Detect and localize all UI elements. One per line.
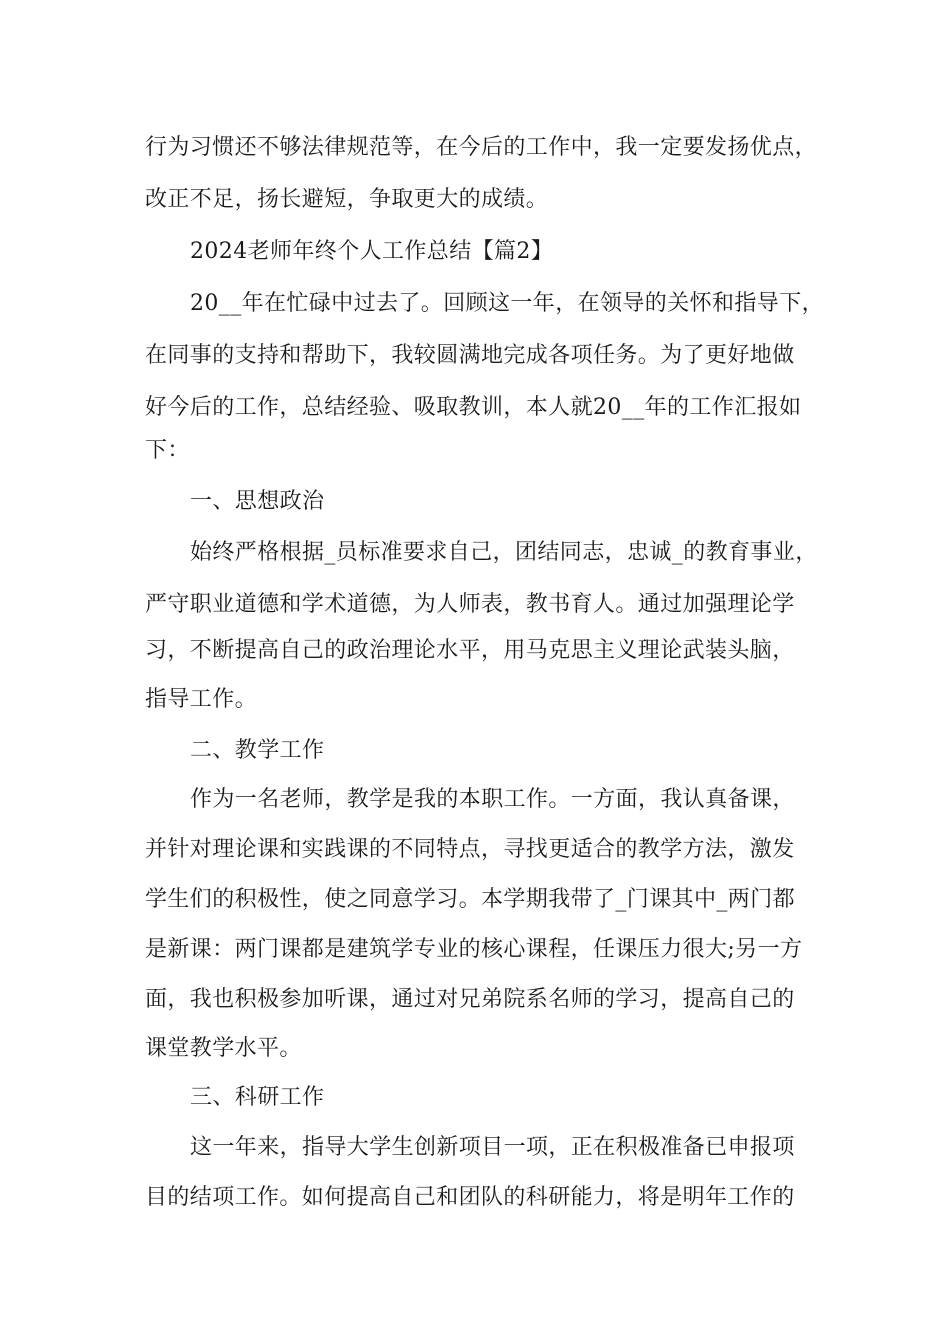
text-line: 下： (145, 438, 190, 463)
section-heading: 一、思想政治 (190, 489, 325, 514)
text-line: 在同事的支持和帮助下，我较圆满地完成各项任务。为了更好地做 (145, 343, 795, 368)
section-heading: 二、教学工作 (190, 738, 325, 763)
text-line: 20__年在忙碌中过去了。回顾这一年，在领导的关怀和指导下， (190, 291, 824, 316)
text-line: 改正不足，扬长避短，争取更大的成绩。 (145, 187, 549, 212)
text-line: 严守职业道德和学术道德，为人师表，教书育人。通过加强理论学 (145, 592, 795, 617)
text-line: 好今后的工作，总结经验、吸取教训，本人就20__年的工作汇报如 (145, 395, 802, 420)
text-line: 面，我也积极参加听课，通过对兄弟院系名师的学习，提高自己的 (145, 987, 795, 1012)
text-line: 学生们的积极性，使之同意学习。本学期我带了_门课其中_两门都 (145, 887, 796, 912)
section-title: 2024老师年终个人工作总结【篇2】 (190, 239, 554, 264)
section-heading: 三、科研工作 (190, 1085, 325, 1110)
text-line: 指导工作。 (145, 687, 258, 712)
text-line: 这一年来，指导大学生创新项目一项，正在积极准备已申报项 (190, 1135, 795, 1160)
text-line: 行为习惯还不够法律规范等，在今后的工作中，我一定要发扬优点， (145, 135, 818, 160)
text-line: 是新课：两门课都是建筑学专业的核心课程，任课压力很大;另一方 (145, 937, 803, 962)
text-line: 并针对理论课和实践课的不同特点，寻找更适合的教学方法，激发 (145, 837, 795, 862)
text-line: 目的结项工作。如何提高自己和团队的科研能力，将是明年工作的 (145, 1185, 795, 1210)
text-line: 习，不断提高自己的政治理论水平，用马克思主义理论武装头脑， (145, 638, 795, 663)
text-line: 作为一名老师，教学是我的本职工作。一方面，我认真备课， (190, 787, 795, 812)
text-line: 始终严格根据_员标准要求自己，团结同志，忠诚_的教育事业， (190, 540, 818, 565)
text-line: 课堂教学水平。 (145, 1036, 302, 1061)
